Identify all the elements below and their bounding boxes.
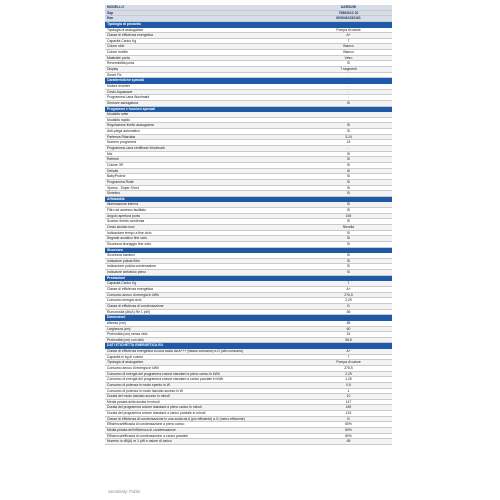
spec-sheet (105, 5, 392, 445)
spec-value: 276,5 (305, 366, 392, 372)
spec-value: Si (305, 202, 392, 208)
spec-label: Programma Rotte (105, 179, 305, 185)
spec-label: Rumorosità (db(A) Re 1 pW) (105, 309, 305, 315)
header-value: DAR5/2W (305, 5, 392, 10)
spec-label: Programma Lana certificato Woolmark (105, 146, 305, 152)
spec-label: BabyProtect (105, 174, 305, 180)
spec-label: Consumo di potenza in modo lasciato acceso in W (105, 388, 305, 394)
spec-label: Regolazione livello asciugatura (105, 123, 305, 129)
spec-label: Anti-piega automatico (105, 129, 305, 135)
spec-label: Consumo di potenza in modo spento in W (105, 382, 305, 388)
spec-label: Display (105, 67, 305, 73)
spec-value: Pompa di calore (305, 360, 392, 366)
spec-value: Si (305, 208, 392, 214)
spec-value: 85 (305, 320, 392, 326)
spec-label: Capacità Carico Kg (105, 281, 305, 287)
spec-label: Modalità notte (105, 112, 305, 118)
spec-label: Partenza Ritardata (105, 134, 305, 140)
spec-value: - (305, 146, 392, 152)
spec-label: Classe di efficienza energetica su una scala da A+++ (basso consumo) a G (alto consumo) (105, 349, 305, 355)
spec-value: 147 (305, 399, 392, 405)
spec-value: - (305, 72, 392, 78)
spec-value: Si (305, 129, 392, 135)
spec-value: B (305, 303, 392, 309)
spec-label: Larghezza (cm) (105, 326, 305, 332)
spec-value: 10 (305, 394, 392, 400)
spec-label: Durata del programma cotone standard a pieno carico in minuti (105, 405, 305, 411)
section-title: Programmi e funzioni speciali (105, 106, 392, 112)
spec-value: A+ (305, 33, 392, 39)
spec-table (105, 5, 392, 445)
spec-label: Indicazione tempo a fine ciclo (105, 230, 305, 236)
spec-value: 7 (305, 281, 392, 287)
spec-label: Scarico diretto condensa (105, 219, 305, 225)
section-title: DATI ETICHETTA ENERGETICA EU (105, 343, 392, 349)
spec-label: Smart Fix (105, 72, 305, 78)
spec-value: Si (305, 185, 392, 191)
spec-value: 155 (305, 213, 392, 219)
spec-label: Indicatore pulizia filtro (105, 258, 305, 264)
spec-label: Profondità (cm) con oblò (105, 337, 305, 343)
spec-value: Si (305, 258, 392, 264)
header-value: 75863012 20 (305, 10, 392, 16)
spec-label: Efficienza/efficacia di condensazione a carico parziale (105, 433, 305, 439)
spec-label: Segnale acustico fine ciclo (105, 236, 305, 242)
spec-value: Si (305, 191, 392, 197)
spec-value: 7 (305, 354, 392, 360)
spec-value: 7 (305, 38, 392, 44)
spec-label: Mix (105, 151, 305, 157)
section-title: Affidabilità (105, 196, 392, 202)
spec-value: 65 (305, 439, 392, 445)
spec-value: 60 (305, 326, 392, 332)
spec-label: Sicurezza tiruraggio fine ciclo (105, 241, 305, 247)
spec-label: Numero programmi (105, 140, 305, 146)
spec-value: Si (305, 61, 392, 67)
spec-value: A+ (305, 287, 392, 293)
spec-value: A+ (305, 349, 392, 355)
spec-value: 51 (305, 332, 392, 338)
spec-value: - (305, 83, 392, 89)
spec-value: 1 (305, 388, 392, 394)
spec-value: Si (305, 270, 392, 276)
spec-value: 2,29 (305, 298, 392, 304)
spec-value: 0,5 (305, 382, 392, 388)
header-key: Ean (105, 16, 305, 22)
spec-label: Capacità Carico Kg (105, 38, 305, 44)
spec-value: - (305, 95, 392, 101)
spec-label: Programma Lana Woolmark (105, 95, 305, 101)
spec-label: Motore Inverter (105, 83, 305, 89)
spec-label: Media pesata della durata in minuti (105, 399, 305, 405)
spec-value: Si (305, 264, 392, 270)
spec-label: Delicati (105, 168, 305, 174)
section-title: Prestazioni (105, 275, 392, 281)
section-title: Dimensioni (105, 315, 392, 321)
spec-row (105, 439, 392, 445)
spec-value: 65 (305, 309, 392, 315)
spec-label: Filtro ad accesso facilitato (105, 208, 305, 214)
spec-label: Sintetico (105, 191, 305, 197)
spec-label: Tipologia di asciugatrice (105, 27, 305, 33)
header-key: MODELLO (105, 5, 305, 10)
spec-label: Illuminazione interna (105, 202, 305, 208)
spec-value: Si (305, 230, 392, 236)
section-title: Tipologia di prodotto (105, 21, 392, 27)
spec-label: Efficienza/efficacia di condensazione a pieno carico (105, 422, 305, 428)
spec-label: Indicatore serbatoio pieno (105, 270, 305, 276)
spec-value: Vetro (305, 55, 392, 61)
spec-label: Sensore asciugatura (105, 100, 305, 106)
spec-label: Classe di efficienza di condensazione in una scala da A (più efficiente) a G (meno efficiente) (105, 416, 305, 422)
spec-value: Si (305, 174, 392, 180)
spec-label: Cesto Aquawave (105, 89, 305, 95)
spec-value: Si (305, 100, 392, 106)
spec-value: 80% (305, 433, 392, 439)
header-value: 8059461282161 (305, 16, 392, 22)
spec-value: Si (305, 157, 392, 163)
spec-label: Reversibilità porta (105, 61, 305, 67)
spec-label: Media pesata dell'efficienza di condensazione (105, 428, 305, 434)
spec-value: - (305, 89, 392, 95)
spec-label: Capacità in kg di cotone (105, 354, 305, 360)
header-key: Sap (105, 10, 305, 16)
spec-label: Consumo di energia del programma cotone standard a carico parziale in kWh (105, 377, 305, 383)
spec-value: 80% (305, 428, 392, 434)
spec-label: Cesto acciaio inox (105, 224, 305, 230)
spec-label: Angolo apertura porta (105, 213, 305, 219)
spec-label: Consumo energia ciclo (105, 298, 305, 304)
spec-label: Refresh (105, 157, 305, 163)
spec-label: Materiale porta (105, 55, 305, 61)
spec-value: Si (305, 162, 392, 168)
spec-value: Si (305, 219, 392, 225)
spec-value: B (305, 416, 392, 422)
spec-label: Cotone 39' (105, 162, 305, 168)
spec-value: Si (305, 236, 392, 242)
spec-value: 115 (305, 411, 392, 417)
section-title: Sicurezza (105, 247, 392, 253)
spec-label: Durata del modo lasciato acceso in minuti (105, 394, 305, 400)
spec-value: 1,26 (305, 377, 392, 383)
spec-value: Si (305, 168, 392, 174)
spec-label: Tipologia di asciugatrice (105, 360, 305, 366)
spec-label: Consumo annuo di energia in kWh (105, 292, 305, 298)
spec-label: Indicazione pulizia condensatore (105, 264, 305, 270)
spec-value: Bianco (305, 44, 392, 50)
spec-label: Classe di efficienza energetica (105, 33, 305, 39)
spec-value: 276,5 (305, 292, 392, 298)
spec-value: 2,29 (305, 371, 392, 377)
spec-label: Numero in dB(A) re 1 pW e valore di carico (105, 439, 305, 445)
sensitivity-footer: Sensitivity: Public (108, 489, 141, 494)
spec-value: Nirvella (305, 224, 392, 230)
spec-value: 80% (305, 422, 392, 428)
spec-value: Si (305, 179, 392, 185)
spec-label: Classe di efficienza energetica (105, 287, 305, 293)
spec-label: Colore oblò (105, 44, 305, 50)
spec-label: Consumo di energia del programma cotone standard a pieno carico in kWh (105, 371, 305, 377)
spec-value: Si (305, 253, 392, 259)
spec-value: 7 segmenti (305, 67, 392, 73)
spec-value: 189 (305, 405, 392, 411)
spec-value: 3-24 (305, 134, 392, 140)
spec-value: 15 (305, 140, 392, 146)
spec-value: Bianco (305, 50, 392, 56)
spec-value: Si (305, 151, 392, 157)
spec-label: Durata del programma cotone standard a carico parziale in minuti (105, 411, 305, 417)
spec-value: Pompa di calore (305, 27, 392, 33)
spec-label: Xpress - Super Short (105, 185, 305, 191)
spec-label: Modalità rapido (105, 117, 305, 123)
spec-label: Classe di efficienza di condensazione (105, 303, 305, 309)
spec-label: Sicurezza bambini (105, 253, 305, 259)
spec-label: Altezza (cm) (105, 320, 305, 326)
spec-value: Si (305, 241, 392, 247)
spec-label: Colore mobile (105, 50, 305, 56)
spec-label: Consumo annuo di energia in kWh (105, 366, 305, 372)
spec-label: Profondità (cm) senza oblò (105, 332, 305, 338)
spec-value: 56,8 (305, 337, 392, 343)
section-title: Caratteristiche speciali (105, 78, 392, 84)
spec-value: Si (305, 123, 392, 129)
